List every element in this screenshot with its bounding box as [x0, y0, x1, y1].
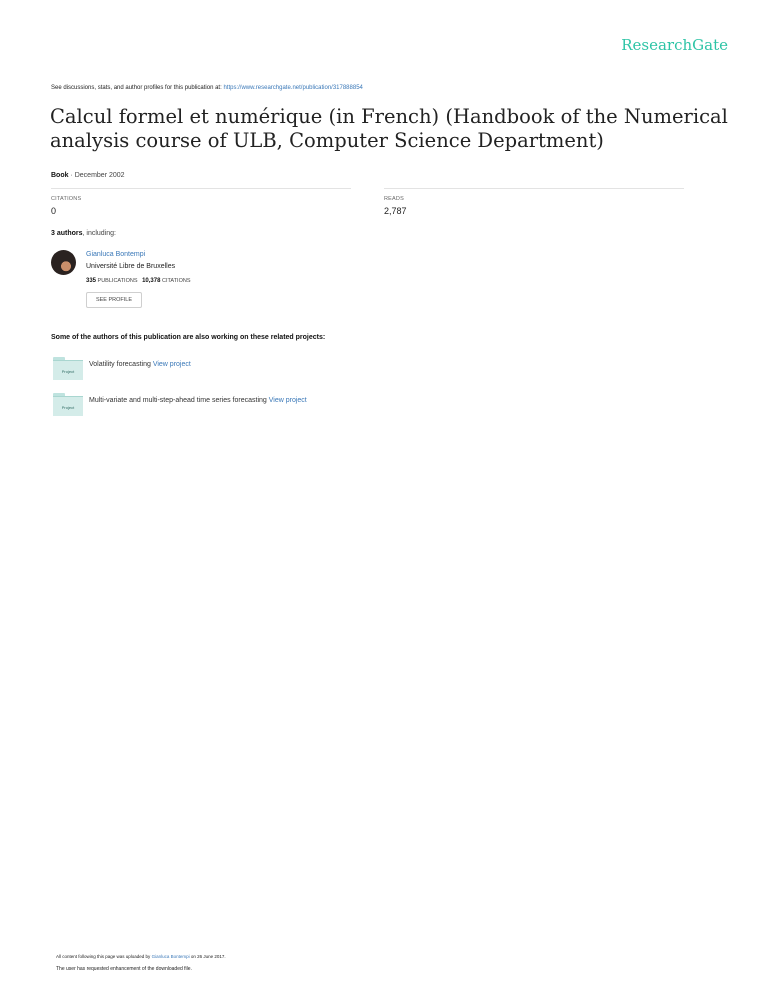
author-name-link[interactable]: Gianluca Bontempi: [86, 251, 146, 258]
publication-meta: [51, 172, 125, 179]
avatar[interactable]: [51, 250, 76, 275]
uploader-link[interactable]: Gianluca Bontempi: [151, 954, 190, 959]
citations-value: 0: [51, 206, 57, 216]
project-title-text: Multi-variate and multi-step-ahead time series forecasting: [89, 397, 269, 404]
folder-label: Project: [61, 405, 75, 410]
researchgate-logo[interactable]: ResearchGate: [621, 36, 728, 54]
upload-note-suffix: on 26 June 2017.: [189, 954, 226, 959]
reads-label: READS: [384, 196, 404, 202]
author-citations-count: 10,378: [142, 278, 161, 284]
project-item-volatility: [53, 357, 553, 379]
meta-separator: ·: [68, 172, 75, 179]
reads-divider: [384, 188, 684, 189]
publication-title: Calcul formel et numérique (in French) (Handbook of the Numerical analysis course of ULB, Computer Science Department): [50, 105, 728, 152]
authors-count: [51, 230, 116, 237]
author-stats: [86, 278, 191, 284]
authors-count-number: 3 authors: [51, 230, 83, 237]
see-profile-button[interactable]: SEE PROFILE: [86, 292, 142, 308]
project-item-multivariate: [53, 393, 553, 415]
author-institution: Université Libre de Bruxelles: [86, 263, 176, 270]
author-publications-label: PUBLICATIONS: [97, 278, 138, 284]
view-project-link[interactable]: View project: [152, 361, 191, 368]
authors-count-rest: , including:: [82, 230, 116, 237]
publication-type: Book: [51, 172, 69, 179]
project-folder-icon[interactable]: [53, 357, 83, 379]
related-projects-heading: Some of the authors of this publication are also working on these related projects:: [51, 334, 326, 341]
view-project-link[interactable]: View project: [268, 397, 307, 404]
project-title-text: Volatility forecasting: [89, 361, 153, 368]
upload-note: [56, 954, 226, 959]
reads-value: 2,787: [384, 206, 407, 216]
enhancement-note: The user has requested enhancement of the downloaded file.: [56, 966, 192, 972]
author-citations-label: CITATIONS: [161, 278, 191, 284]
citations-label: CITATIONS: [51, 196, 82, 202]
author-publications-count: 335: [86, 278, 97, 284]
upload-note-prefix: All content following this page was uploaded by: [56, 954, 152, 959]
folder-label: Project: [61, 369, 75, 374]
citations-divider: [51, 188, 351, 189]
intro-text: See discussions, stats, and author profiles for this publication at:: [51, 85, 224, 91]
project-title: [89, 361, 191, 368]
project-title: [89, 397, 307, 404]
publication-date: December 2002: [74, 172, 125, 179]
project-folder-icon[interactable]: [53, 393, 83, 415]
intro-line: [51, 85, 363, 91]
publication-link[interactable]: https://www.researchgate.net/publication/317888854: [223, 85, 363, 91]
